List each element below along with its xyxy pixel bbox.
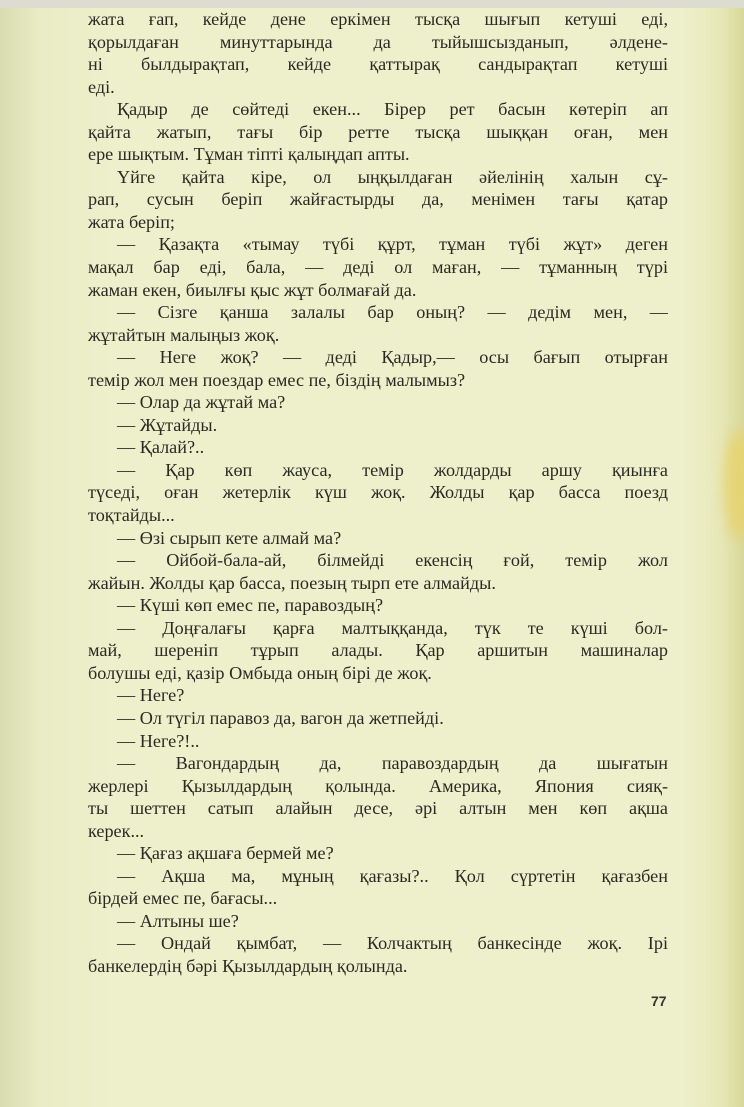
paragraph bbox=[88, 459, 668, 527]
text-line: — Қазақта «тымау түбі құрт, тұман түбі жұт» деген bbox=[117, 234, 668, 255]
text-line: — Алтыны ше? bbox=[117, 910, 239, 931]
text-line: жайын. Жолды қар басса, поезың тырп ете алмайды. bbox=[88, 572, 496, 593]
paragraph bbox=[88, 233, 668, 301]
scan-top-edge bbox=[0, 0, 744, 8]
text-line: — Неге жоқ? — деді Қадыр,— осы бағып отырған bbox=[117, 347, 668, 368]
text-line: ты шеттен сатып алайын десе, әрі алтын мен көп ақша bbox=[88, 798, 668, 819]
paragraph bbox=[88, 391, 668, 414]
text-line: ні былдырақтап, кейде қаттырақ сандырақтап кетуші bbox=[88, 54, 668, 75]
page-body-text bbox=[88, 8, 668, 978]
text-line: — Ондай қымбат, — Колчактың банкесінде жоқ. Ірі bbox=[117, 933, 668, 954]
paragraph bbox=[88, 752, 668, 842]
text-line: Қадыр де сөйтеді екен... Бірер рет басын көтеріп ап bbox=[117, 99, 668, 120]
paragraph bbox=[88, 684, 668, 707]
paragraph bbox=[88, 98, 668, 166]
text-line: ере шықтым. Тұман тіпті қалыңдап апты. bbox=[88, 144, 410, 165]
text-line: — Неге? bbox=[117, 685, 185, 706]
text-line: еді. bbox=[88, 76, 115, 97]
text-line: — Өзі сырып кете алмай ма? bbox=[117, 527, 342, 548]
paragraph bbox=[88, 865, 668, 910]
text-line: май, шереніп тұрып алады. Қар аршитын машиналар bbox=[88, 640, 668, 661]
text-line: болушы еді, қазір Омбыда оның бірі де жоқ. bbox=[88, 662, 432, 683]
text-line: банкелердің бәрі Қызылдардың қолында. bbox=[88, 955, 408, 976]
page-stain bbox=[724, 430, 744, 540]
text-line: жата беріп; bbox=[88, 211, 175, 232]
text-line: — Қалай?.. bbox=[117, 437, 205, 458]
text-line: жата ғап, кейде дене еркімен тысқа шығып кетуші еді, bbox=[88, 9, 668, 29]
paragraph bbox=[88, 8, 668, 98]
text-line: — Вагондардың да, паравоздардың да шығатын bbox=[117, 753, 668, 774]
text-line: — Күші көп емес пе, паравоздың? bbox=[117, 595, 384, 616]
paragraph bbox=[88, 301, 668, 346]
text-line: түседі, оған жетерлік күш жоқ. Жолды қар басса поезд bbox=[88, 482, 668, 503]
text-line: керек... bbox=[88, 820, 145, 841]
text-line: бірдей емес пе, бағасы... bbox=[88, 888, 278, 909]
paragraph bbox=[88, 436, 668, 459]
paragraph bbox=[88, 549, 668, 594]
text-line: жұтайтын малыңыз жоқ. bbox=[88, 324, 280, 345]
text-line: мақал бар еді, бала, — деді ол маған, — тұманның түрі bbox=[88, 257, 668, 278]
text-line: — Ақша ма, мұның қағазы?.. Қол сүртетін қағазбен bbox=[117, 865, 668, 886]
text-line: — Жұтайды. bbox=[117, 414, 218, 435]
page-number: 77 bbox=[651, 993, 667, 1009]
text-line: — Ойбой-бала-ай, білмейді екенсің ғой, темір жол bbox=[117, 550, 668, 571]
paragraph bbox=[88, 414, 668, 437]
paragraph bbox=[88, 910, 668, 933]
text-line: рап, сусын беріп жайғастырды да, менімен тағы қатар bbox=[88, 189, 668, 210]
text-line: жаман екен, биылғы қыс жұт болмағай да. bbox=[88, 279, 417, 300]
paragraph bbox=[88, 842, 668, 865]
paragraph bbox=[88, 166, 668, 234]
text-line: қорылдаған минуттарында да тыйышсызданып, әлдене- bbox=[88, 31, 668, 52]
text-line: — Қағаз ақшаға бермей ме? bbox=[117, 843, 334, 864]
text-line: — Доңғалағы қарға малтыққанда, түк те күші бол- bbox=[117, 617, 668, 638]
paragraph bbox=[88, 932, 668, 977]
paragraph bbox=[88, 730, 668, 753]
text-line: темір жол мен поездар емес пе, біздің малымыз? bbox=[88, 369, 466, 390]
paragraph bbox=[88, 594, 668, 617]
text-line: — Сізге қанша залалы бар оның? — дедім мен, — bbox=[117, 302, 668, 323]
paragraph bbox=[88, 617, 668, 685]
paragraph bbox=[88, 527, 668, 550]
text-line: — Неге?!.. bbox=[117, 730, 200, 751]
text-line: — Ол түгіл паравоз да, вагон да жетпейді. bbox=[117, 707, 444, 728]
text-line: Үйге қайта кіре, ол ыңқылдаған әйелінің халын сұ- bbox=[117, 166, 668, 187]
text-line: қайта жатып, тағы бір ретте тысқа шыққан оған, мен bbox=[88, 121, 668, 142]
paragraph bbox=[88, 707, 668, 730]
text-line: тоқтайды... bbox=[88, 505, 175, 526]
paragraph bbox=[88, 346, 668, 391]
text-line: жерлері Қызылдардың қолында. Америка, Япония сияқ- bbox=[88, 775, 668, 796]
text-line: — Қар көп жауса, темір жолдарды аршу қиынға bbox=[117, 459, 668, 480]
text-line: — Олар да жұтай ма? bbox=[117, 392, 286, 413]
